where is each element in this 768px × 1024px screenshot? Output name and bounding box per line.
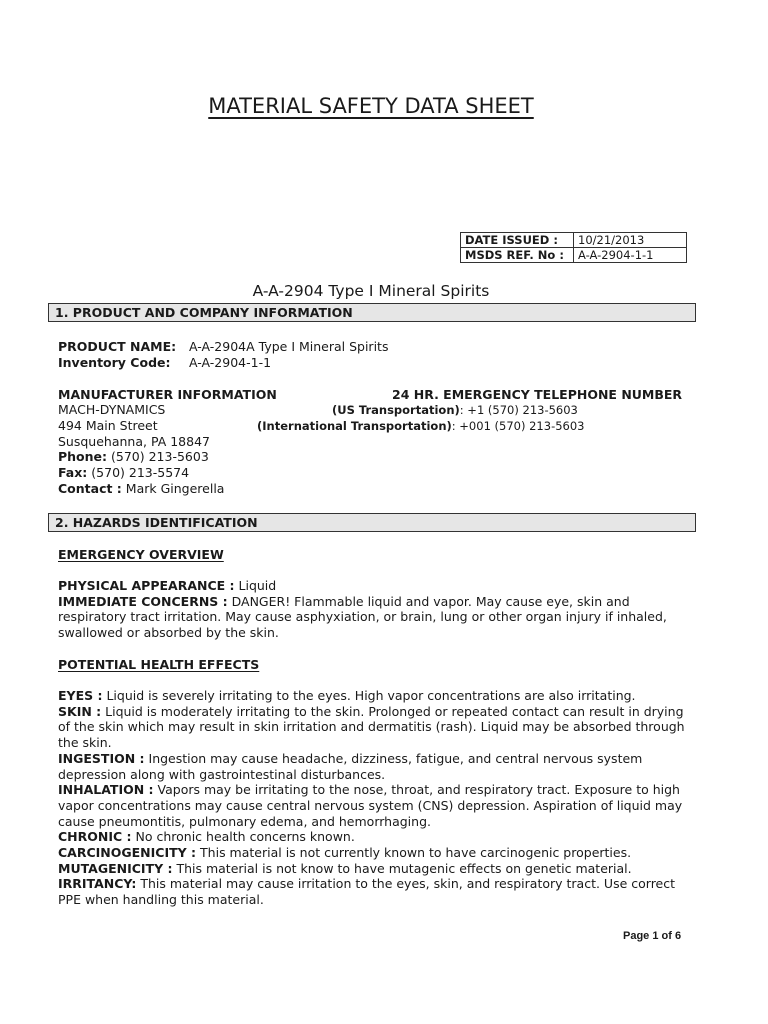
list-item [58, 845, 698, 861]
manufacturer-heading: MANUFACTURER INFORMATION [58, 387, 277, 402]
contact-value: Mark Gingerella [121, 481, 225, 496]
intl-transport-label: (International Transportation) [257, 419, 452, 433]
list-item [58, 861, 698, 877]
address-line-1: 494 Main Street [58, 418, 158, 433]
list-item [58, 782, 698, 829]
emergency-overview-heading: EMERGENCY OVERVIEW [58, 547, 224, 562]
effect-text: Ingestion may cause headache, dizziness, fatigue, and central nervous system depression along with gastrointestinal disturbances. [58, 750, 643, 782]
effect-text: Liquid is severely irritating to the eyes. High vapor concentrations are also irritating. [102, 688, 636, 703]
effect-text: This material may cause irritation to the eyes, skin, and respiratory tract. Use correct PPE when handling this material. [58, 876, 676, 908]
page-number: Page 1 of 6 [623, 930, 682, 942]
effect-text: This material is not currently known to have carcinogenic properties. [196, 845, 632, 861]
list-item [58, 704, 698, 751]
phone-row [58, 449, 209, 464]
immediate-concerns-label: IMMEDIATE CONCERNS : [58, 593, 228, 609]
intl-transport-row [257, 419, 584, 433]
physical-appearance-value: Liquid [234, 578, 277, 593]
health-effects-list [58, 688, 698, 908]
fax-value: (570) 213-5574 [87, 465, 190, 480]
list-item [58, 829, 698, 845]
effect-label: IRRITANCY: [58, 876, 137, 892]
emergency-phone-heading: 24 HR. EMERGENCY TELEPHONE NUMBER [392, 387, 683, 402]
fax-label: Fax: [58, 465, 88, 480]
table-row [461, 233, 687, 248]
document-title: MATERIAL SAFETY DATA SHEET [208, 94, 534, 118]
list-item [58, 751, 698, 782]
physical-appearance-label: PHYSICAL APPEARANCE : [58, 578, 235, 593]
msds-ref-label: MSDS REF. No : [461, 248, 574, 263]
phone-value: (570) 213-5603 [107, 449, 209, 464]
potential-health-effects-heading: POTENTIAL HEALTH EFFECTS [58, 657, 260, 672]
effect-label: INHALATION : [58, 782, 154, 798]
list-item [58, 688, 698, 704]
section-1-heading: 1. PRODUCT AND COMPANY INFORMATION [48, 303, 696, 322]
msds-ref-value: A-A-2904-1-1 [574, 248, 687, 263]
reference-table [460, 232, 687, 263]
effect-text: No chronic health concerns known. [131, 829, 355, 845]
us-transport-number: : +1 (570) 213-5603 [459, 403, 578, 417]
product-name-label: PRODUCT NAME: [58, 339, 177, 354]
section-2-heading: 2. HAZARDS IDENTIFICATION [48, 513, 696, 532]
fax-row [58, 465, 189, 480]
phone-label: Phone: [58, 449, 108, 464]
product-name-value: A-A-2904A Type I Mineral Spirits [189, 339, 389, 354]
effect-label: CARCINOGENICITY : [58, 845, 197, 861]
intl-transport-number: : +001 (570) 213-5603 [451, 419, 585, 433]
effect-text: Liquid is moderately irritating to the skin. Prolonged or repeated contact can result in drying of the skin which may result in skin irritation and dermatitis (rash). Liquid may be absorbed through the skin. [58, 703, 685, 751]
date-issued-label: DATE ISSUED : [461, 233, 574, 248]
manufacturer-name: MACH-DYNAMICS [58, 402, 166, 417]
effect-text: Vapors may be irritating to the nose, throat, and respiratory tract. Exposure to high vapor concentrations may cause central nervous system (CNS) depression. Aspiration of liquid may cause pneumontitis, pulmonary edema, and hemorrhaging. [58, 782, 683, 829]
date-issued-value: 10/21/2013 [574, 233, 687, 248]
table-row [461, 248, 687, 263]
effect-label: INGESTION : [58, 750, 145, 766]
effect-text: This material is not know to have mutagenic effects on genetic material. [172, 860, 632, 876]
effect-label: SKIN : [58, 703, 102, 719]
product-title: A-A-2904 Type I Mineral Spirits [252, 282, 490, 300]
us-transport-label: (US Transportation) [332, 403, 460, 417]
contact-label: Contact : [58, 481, 122, 496]
us-transport-row [332, 403, 578, 417]
contact-row [58, 481, 224, 496]
effect-label: CHRONIC : [58, 829, 132, 845]
address-line-2: Susquehanna, PA 18847 [58, 434, 210, 449]
physical-appearance-row [58, 578, 698, 594]
product-name-row [58, 339, 388, 354]
effect-label: MUTAGENICITY : [58, 860, 173, 876]
immediate-concerns-value: DANGER! Flammable liquid and vapor. May cause eye, skin and respiratory tract irritation. May cause asphyxiation, or brain, lung or other organ injury if inhaled, swallowed or absorbed by the skin. [58, 593, 667, 641]
inventory-code-value: A-A-2904-1-1 [189, 355, 272, 370]
list-item [58, 876, 698, 907]
hazard-overview-block [58, 578, 698, 641]
effect-label: EYES : [58, 688, 103, 703]
inventory-code-label: Inventory Code: [58, 355, 171, 370]
immediate-concerns-row [58, 594, 698, 641]
inventory-code-row [58, 355, 271, 370]
